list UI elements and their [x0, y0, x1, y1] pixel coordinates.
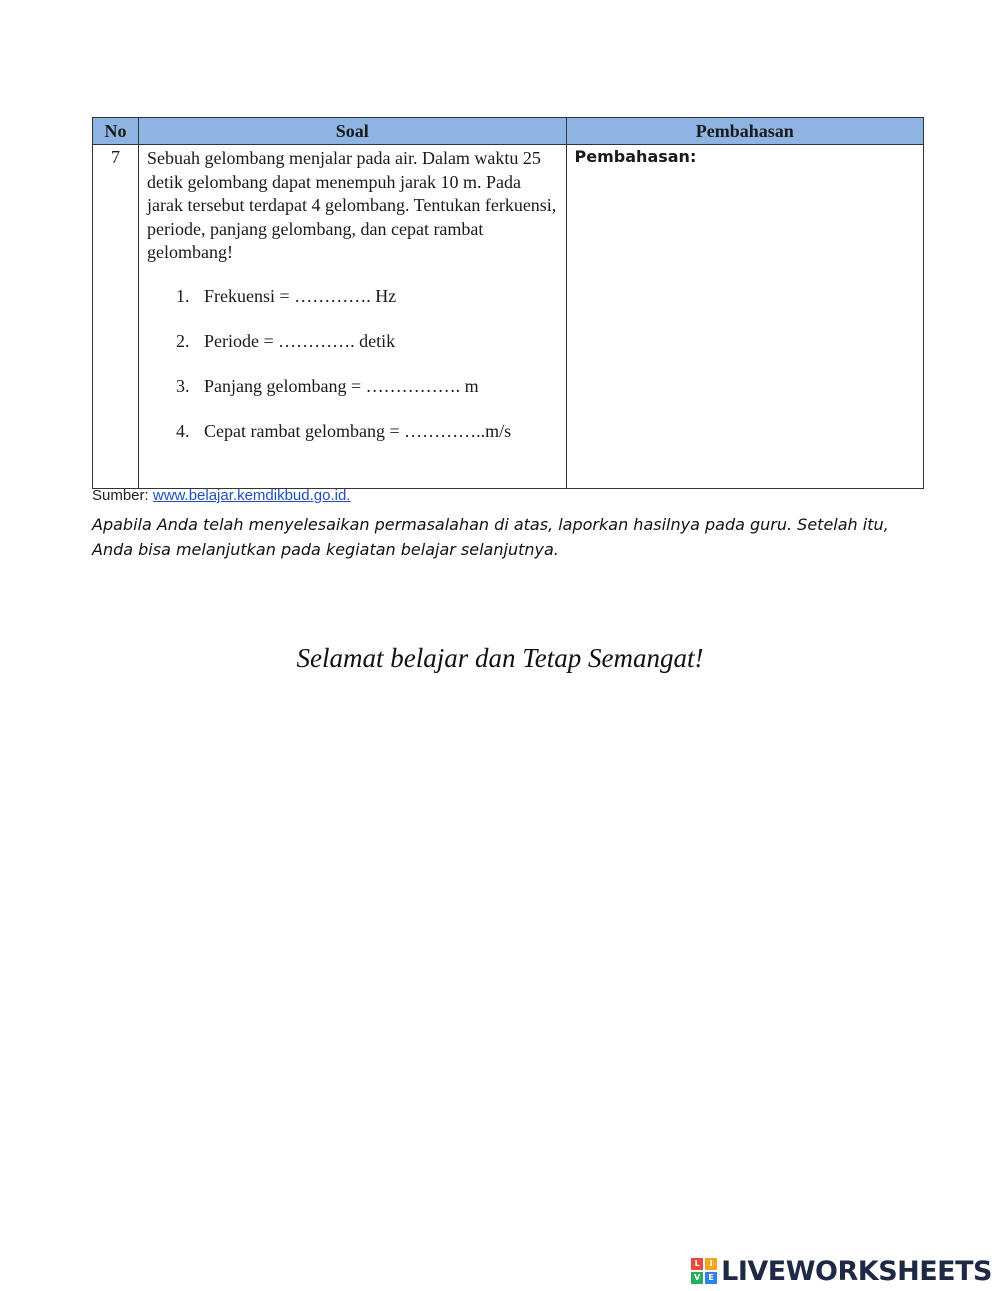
header-no: No — [93, 118, 139, 145]
header-soal: Soal — [139, 118, 567, 145]
answer-number: 3. — [176, 375, 190, 396]
table-row — [93, 145, 924, 489]
pembahasan-label: Pembahasan: — [574, 147, 697, 166]
answer-number: 4. — [176, 420, 190, 441]
question-text: Sebuah gelombang menjalar pada air. Dalam waktu 25 detik gelombang dapat menempuh jarak 10 m. Pada jarak tersebut terdapat 4 gelombang. Tentukan ferkuensi, periode, panjang gelombang, dan cepat rambat gelombang! — [147, 148, 557, 262]
closing-message: Selamat belajar dan Tetap Semangat! — [296, 643, 704, 673]
source-prefix: Sumber: — [92, 487, 153, 504]
question-number: 7 — [93, 145, 139, 489]
liveworksheets-logo-icon — [691, 1258, 717, 1284]
answer-number: 2. — [176, 330, 190, 351]
answer-text[interactable]: Panjang gelombang = ……………. m — [204, 375, 479, 396]
instruction-text: Apabila Anda telah menyelesaikan permasalahan di atas, laporkan hasilnya pada guru. Setelah itu, Anda bisa melanjutkan pada kegiatan belajar selanjutnya. — [92, 515, 889, 559]
source-line — [92, 487, 350, 504]
answer-text[interactable]: Frekuensi = …………. Hz — [204, 285, 397, 306]
answer-item — [176, 375, 558, 420]
pembahasan-cell[interactable] — [566, 145, 923, 489]
answer-text[interactable]: Periode = …………. detik — [204, 330, 396, 351]
brand-name: LIVEWORKSHEETS — [721, 1255, 992, 1287]
liveworksheets-brand — [691, 1254, 992, 1288]
question-cell — [139, 145, 567, 489]
answer-list — [147, 285, 558, 465]
header-pembahasan: Pembahasan — [566, 118, 923, 145]
logo-letter: I — [705, 1258, 717, 1270]
answer-text[interactable]: Cepat rambat gelombang = …………..m/s — [204, 420, 512, 441]
answer-item — [176, 420, 558, 465]
table-header-row — [93, 118, 924, 145]
answer-item — [176, 330, 558, 375]
answer-item — [176, 285, 558, 330]
source-link[interactable]: www.belajar.kemdikbud.go.id. — [152, 487, 351, 504]
worksheet-table — [92, 117, 924, 489]
logo-letter: V — [691, 1272, 703, 1284]
answer-number: 1. — [176, 285, 190, 306]
logo-letter: L — [691, 1258, 703, 1270]
logo-letter: E — [705, 1272, 717, 1284]
